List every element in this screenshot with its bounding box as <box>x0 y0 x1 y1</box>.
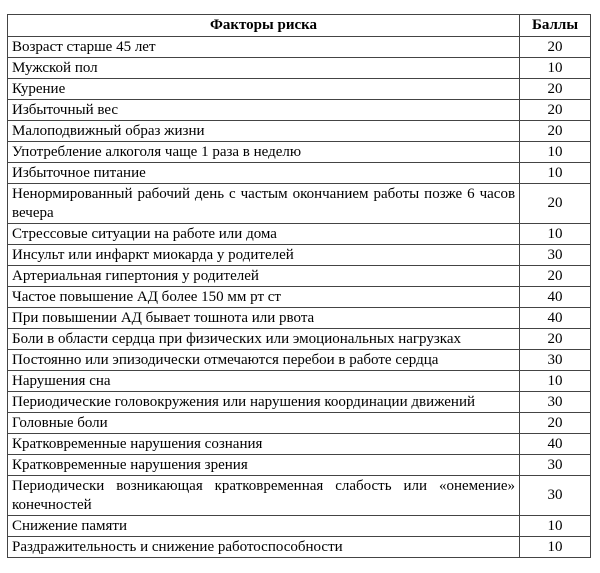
risk-factor-cell: Частое повышение АД более 150 мм рт ст <box>8 287 520 308</box>
table-header-row <box>8 15 591 37</box>
score-cell: 30 <box>520 350 591 371</box>
table-row <box>8 184 591 224</box>
table-row <box>8 537 591 558</box>
score-cell: 10 <box>520 142 591 163</box>
score-cell: 40 <box>520 287 591 308</box>
risk-factor-cell: Малоподвижный образ жизни <box>8 121 520 142</box>
risk-factor-cell: Употребление алкоголя чаще 1 раза в неделю <box>8 142 520 163</box>
score-cell: 30 <box>520 245 591 266</box>
risk-factor-cell: Мужской пол <box>8 58 520 79</box>
table-row <box>8 121 591 142</box>
score-cell: 20 <box>520 79 591 100</box>
header-risk-factors: Факторы риска <box>8 15 520 37</box>
risk-factor-cell: Периодически возникающая кратковременная слабость или «онемение» конечностей <box>8 476 520 516</box>
score-cell: 10 <box>520 371 591 392</box>
score-cell: 20 <box>520 266 591 287</box>
score-cell: 30 <box>520 455 591 476</box>
score-cell: 30 <box>520 392 591 413</box>
table-row <box>8 142 591 163</box>
risk-factor-cell: Стрессовые ситуации на работе или дома <box>8 224 520 245</box>
table-row <box>8 224 591 245</box>
risk-factor-cell: Боли в области сердца при физических или эмоциональных нагрузках <box>8 329 520 350</box>
header-score: Баллы <box>520 15 591 37</box>
table-row <box>8 434 591 455</box>
table-row <box>8 79 591 100</box>
risk-factor-cell: Снижение памяти <box>8 516 520 537</box>
risk-factors-table <box>7 14 591 558</box>
risk-factor-cell: Головные боли <box>8 413 520 434</box>
table-row <box>8 58 591 79</box>
table-row <box>8 392 591 413</box>
table-row <box>8 516 591 537</box>
score-cell: 20 <box>520 100 591 121</box>
score-cell: 20 <box>520 329 591 350</box>
table-row <box>8 266 591 287</box>
score-cell: 10 <box>520 516 591 537</box>
table-row <box>8 37 591 58</box>
table-row <box>8 287 591 308</box>
risk-factor-cell: Избыточный вес <box>8 100 520 121</box>
score-cell: 40 <box>520 434 591 455</box>
table-row <box>8 163 591 184</box>
score-cell: 40 <box>520 308 591 329</box>
score-cell: 10 <box>520 224 591 245</box>
risk-factor-cell: Инсульт или инфаркт миокарда у родителей <box>8 245 520 266</box>
risk-factor-cell: Постоянно или эпизодически отмечаются перебои в работе сердца <box>8 350 520 371</box>
table-row <box>8 350 591 371</box>
score-cell: 10 <box>520 537 591 558</box>
table-row <box>8 413 591 434</box>
risk-factor-cell: Ненормированный рабочий день с частым окончанием работы позже 6 часов вечера <box>8 184 520 224</box>
risk-factor-cell: Курение <box>8 79 520 100</box>
risk-factor-cell: Раздражительность и снижение работоспособности <box>8 537 520 558</box>
table-row <box>8 100 591 121</box>
risk-factor-cell: Избыточное питание <box>8 163 520 184</box>
risk-factor-cell: Кратковременные нарушения зрения <box>8 455 520 476</box>
score-cell: 20 <box>520 184 591 224</box>
score-cell: 30 <box>520 476 591 516</box>
risk-factor-cell: Артериальная гипертония у родителей <box>8 266 520 287</box>
score-cell: 20 <box>520 121 591 142</box>
risk-factor-cell: Периодические головокружения или нарушения координации движений <box>8 392 520 413</box>
score-cell: 10 <box>520 163 591 184</box>
table-row <box>8 329 591 350</box>
score-cell: 10 <box>520 58 591 79</box>
table-row <box>8 245 591 266</box>
table-row <box>8 308 591 329</box>
table-row <box>8 371 591 392</box>
risk-factor-cell: Кратковременные нарушения сознания <box>8 434 520 455</box>
risk-factor-cell: При повышении АД бывает тошнота или рвота <box>8 308 520 329</box>
risk-factor-cell: Нарушения сна <box>8 371 520 392</box>
table-row <box>8 455 591 476</box>
score-cell: 20 <box>520 413 591 434</box>
score-cell: 20 <box>520 37 591 58</box>
risk-factors-table-container <box>7 14 591 558</box>
table-row <box>8 476 591 516</box>
risk-factor-cell: Возраст старше 45 лет <box>8 37 520 58</box>
table-body <box>8 37 591 558</box>
